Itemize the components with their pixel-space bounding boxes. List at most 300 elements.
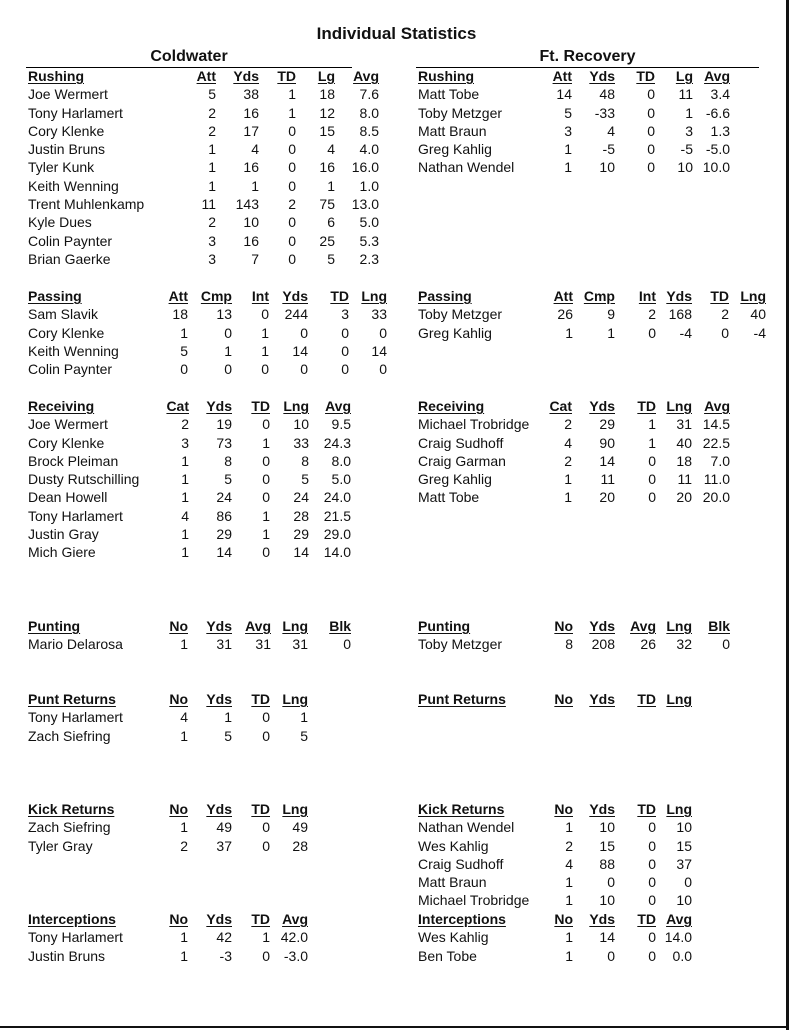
column-header-att: Att (553, 288, 573, 304)
player-name: Tyler Gray (28, 837, 93, 854)
stat-lng: 5 (301, 471, 309, 488)
stat-avg: 8.0 (359, 104, 379, 121)
stat-td: 0 (648, 929, 656, 946)
column-header-lg: Lg (317, 68, 335, 84)
section-title: Kick Returns (418, 801, 505, 817)
stat-avg: -5.0 (705, 141, 730, 158)
stat-lng: 14 (371, 342, 387, 359)
column-header-cat: Cat (166, 398, 189, 414)
player-name: Ben Tobe (418, 947, 477, 964)
stat-yds: 8 (224, 452, 232, 469)
stat-yds: 10 (243, 214, 259, 231)
stat-yds: 86 (216, 507, 232, 524)
stat-lng: 28 (293, 507, 309, 524)
stat-lng: 11 (677, 471, 692, 488)
stat-avg: 22.5 (702, 434, 730, 451)
stat-lng: 28 (292, 837, 308, 854)
stat-lg: 75 (319, 196, 335, 213)
stat-yds: 90 (599, 434, 615, 451)
column-header-yds: Yds (206, 911, 232, 927)
column-header-no: No (169, 691, 188, 707)
stat-no: 1 (180, 727, 188, 744)
stat-int: 1 (261, 324, 269, 341)
stat-no: 2 (565, 837, 573, 854)
stat-att: 1 (564, 141, 572, 158)
section-title: Interceptions (418, 911, 506, 927)
stat-cmp: 0 (224, 324, 232, 341)
stat-att: 1 (564, 159, 572, 176)
player-name: Tony Harlamert (28, 104, 123, 121)
stat-att: 1 (565, 324, 573, 341)
stat-att: 1 (208, 159, 216, 176)
stat-avg: 16.0 (351, 159, 379, 176)
column-header-no: No (169, 911, 188, 927)
stat-yds: 0 (300, 324, 308, 341)
column-header-avg: Avg (704, 68, 730, 84)
stat-td: 1 (262, 929, 270, 946)
stat-td: 0 (288, 177, 296, 194)
stat-td: 0 (262, 819, 270, 836)
column-header-yds: Yds (589, 691, 615, 707)
player-name: Keith Wenning (28, 342, 119, 359)
stat-avg: 5.3 (359, 232, 379, 249)
stat-avg: -3.0 (283, 947, 308, 964)
stat-lg: 10 (677, 159, 693, 176)
stat-avg: 1.0 (359, 177, 379, 194)
column-header-td: TD (710, 288, 729, 304)
column-header-td: TD (637, 691, 656, 707)
player-name: Colin Paynter (28, 232, 113, 249)
stat-td: 0 (262, 489, 270, 506)
stat-td: 1 (648, 434, 656, 451)
column-header-lng: Lng (666, 398, 692, 414)
column-header-lng: Lng (282, 801, 308, 817)
column-header-lng: Lng (666, 618, 692, 634)
stat-no: 1 (180, 819, 188, 836)
stat-yds: 16 (243, 232, 259, 249)
stat-td: 0 (288, 141, 296, 158)
stat-lng: 15 (676, 837, 692, 854)
player-name: Kyle Dues (28, 214, 92, 231)
stat-att: 5 (564, 104, 572, 121)
player-name: Greg Kahlig (418, 324, 492, 341)
stat-att: 1 (208, 141, 216, 158)
stat-cat: 4 (564, 434, 572, 451)
player-name: Cory Klenke (28, 434, 105, 451)
column-header-lng: Lng (282, 691, 308, 707)
stat-lng: 37 (676, 855, 692, 872)
stat-td: 0 (648, 892, 656, 909)
stat-lg: 5 (327, 250, 335, 267)
stat-lng: 10 (293, 416, 309, 433)
stat-td: 3 (341, 306, 349, 323)
column-header-td: TD (251, 691, 270, 707)
stat-att: 5 (208, 86, 216, 103)
stat-lg: 11 (678, 86, 693, 103)
stat-td: 0 (721, 324, 729, 341)
stat-int: 0 (261, 306, 269, 323)
stat-td: 1 (288, 104, 296, 121)
stat-avg: 24.3 (323, 434, 351, 451)
stat-td: 0 (288, 232, 296, 249)
stat-avg: -6.6 (705, 104, 730, 121)
player-name: Matt Braun (418, 874, 487, 891)
column-header-no: No (169, 801, 188, 817)
stat-cmp: 9 (607, 306, 615, 323)
stat-int: 2 (648, 306, 656, 323)
page-border-bottom (0, 1026, 789, 1028)
column-header-avg: Avg (245, 618, 271, 634)
stat-cat: 2 (564, 416, 572, 433)
stat-yds: 49 (216, 819, 232, 836)
stat-td: 0 (647, 159, 655, 176)
stat-td: 2 (721, 306, 729, 323)
player-name: Tony Harlamert (28, 507, 123, 524)
player-name: Tony Harlamert (28, 709, 123, 726)
stat-yds: -4 (679, 324, 692, 341)
stat-att: 2 (208, 104, 216, 121)
stat-att: 3 (208, 232, 216, 249)
stat-cmp: 1 (607, 324, 615, 341)
stat-avg: 13.0 (351, 196, 379, 213)
column-header-int: Int (251, 288, 269, 304)
player-name: Dusty Rutschilling (28, 471, 140, 488)
stat-lng: 10 (676, 892, 692, 909)
column-header-yds: Yds (233, 68, 259, 84)
column-header-yds: Yds (206, 801, 232, 817)
column-header-yds: Yds (589, 911, 615, 927)
stat-lng: 31 (676, 416, 692, 433)
stat-avg: 20.0 (702, 489, 730, 506)
stat-yds: 0 (300, 361, 308, 378)
stat-yds: 31 (216, 636, 232, 653)
column-header-yds: Yds (589, 801, 615, 817)
section-title: Punt Returns (28, 691, 116, 707)
player-name: Wes Kahlig (418, 929, 489, 946)
stat-yds: 16 (243, 104, 259, 121)
stat-yds: -33 (594, 104, 615, 121)
stat-lg: 25 (319, 232, 335, 249)
stat-avg: 42.0 (280, 929, 308, 946)
stat-yds: 10 (599, 159, 615, 176)
stat-int: 1 (261, 342, 269, 359)
stat-cat: 1 (181, 526, 189, 543)
player-name: Brock Pleiman (28, 452, 119, 469)
stat-yds: 42 (216, 929, 232, 946)
column-header-td: TD (330, 288, 349, 304)
column-header-lng: Lng (740, 288, 766, 304)
stat-yds: 1 (251, 177, 259, 194)
player-name: Michael Trobridge (418, 892, 530, 909)
stat-td: 0 (648, 452, 656, 469)
stat-yds: 168 (668, 306, 692, 323)
column-header-cmp: Cmp (583, 288, 615, 304)
stat-yds: 208 (591, 636, 615, 653)
player-name: Mich Giere (28, 544, 96, 561)
stat-avg: 3.4 (710, 86, 730, 103)
stat-cat: 1 (181, 544, 189, 561)
stat-lng: 40 (676, 434, 692, 451)
stat-lng: 0 (379, 324, 387, 341)
stat-avg: 4.0 (359, 141, 379, 158)
stat-lng: 0 (379, 361, 387, 378)
player-name: Keith Wenning (28, 177, 119, 194)
stat-td: 0 (288, 122, 296, 139)
column-header-int: Int (638, 288, 656, 304)
stat-yds: 17 (243, 122, 259, 139)
stat-cmp: 1 (224, 342, 232, 359)
stat-lng: 0 (684, 874, 692, 891)
stat-lg: 3 (685, 122, 693, 139)
stat-avg: 14.5 (702, 416, 730, 433)
player-name: Nathan Wendel (418, 159, 515, 176)
section-title: Receiving (28, 398, 95, 414)
section-title: Interceptions (28, 911, 116, 927)
player-name: Zach Siefring (28, 819, 111, 836)
stat-yds: 15 (599, 837, 615, 854)
stat-att: 3 (564, 122, 572, 139)
column-header-avg: Avg (704, 398, 730, 414)
player-name: Craig Sudhoff (418, 434, 504, 451)
column-header-td: TD (637, 398, 656, 414)
stat-avg: 14.0 (664, 929, 692, 946)
stat-lng: 49 (292, 819, 308, 836)
player-name: Dean Howell (28, 489, 108, 506)
player-name: Joe Wermert (28, 86, 108, 103)
stat-td: 0 (647, 86, 655, 103)
stat-td: 0 (647, 104, 655, 121)
section-title: Rushing (28, 68, 84, 84)
stat-att: 2 (208, 214, 216, 231)
stat-td: 0 (262, 416, 270, 433)
stat-td: 0 (648, 837, 656, 854)
stat-cat: 1 (181, 452, 189, 469)
player-name: Tyler Kunk (28, 159, 95, 176)
stat-td: 1 (262, 507, 270, 524)
stat-blk: 0 (343, 636, 351, 653)
stat-lg: 1 (327, 177, 335, 194)
column-header-yds: Yds (206, 691, 232, 707)
column-header-att: Att (196, 68, 216, 84)
player-name: Joe Wermert (28, 416, 108, 433)
stat-avg: 29.0 (323, 526, 351, 543)
stat-td: 0 (647, 122, 655, 139)
stat-yds: 1 (224, 709, 232, 726)
column-header-lg: Lg (675, 68, 693, 84)
stat-att: 3 (208, 250, 216, 267)
stat-yds: 4 (251, 141, 259, 158)
stat-avg: 7.6 (359, 86, 379, 103)
stat-lng: 8 (301, 452, 309, 469)
player-name: Colin Paynter (28, 361, 113, 378)
stat-yds: 244 (284, 306, 308, 323)
column-header-td: TD (277, 68, 296, 84)
stat-cat: 4 (181, 507, 189, 524)
stat-no: 1 (565, 929, 573, 946)
stat-lg: 1 (685, 104, 693, 121)
stat-lng: 32 (676, 636, 692, 653)
player-name: Nathan Wendel (418, 819, 515, 836)
column-header-lng: Lng (666, 801, 692, 817)
stat-yds: 4 (607, 122, 615, 139)
page-border-right (786, 0, 789, 1030)
player-name: Michael Trobridge (418, 416, 530, 433)
stat-td: 0 (341, 342, 349, 359)
stat-yds: 48 (599, 86, 615, 103)
stat-avg: 0.0 (672, 947, 692, 964)
player-name: Matt Tobe (418, 489, 480, 506)
stat-td: 1 (262, 434, 270, 451)
player-name: Matt Braun (418, 122, 487, 139)
stat-yds: -3 (219, 947, 232, 964)
column-header-lng: Lng (282, 618, 308, 634)
stat-yds: 5 (224, 471, 232, 488)
stat-yds: 5 (224, 727, 232, 744)
column-header-blk: Blk (329, 618, 351, 634)
stat-td: 0 (262, 727, 270, 744)
stat-td: 0 (648, 819, 656, 836)
stat-td: 0 (648, 471, 656, 488)
player-name: Craig Garman (418, 452, 506, 469)
section-title: Kick Returns (28, 801, 115, 817)
column-header-yds: Yds (589, 618, 615, 634)
stat-lg: 12 (319, 104, 335, 121)
column-header-no: No (554, 618, 573, 634)
stat-att: 26 (557, 306, 573, 323)
column-header-td: TD (251, 801, 270, 817)
stat-td: 0 (648, 947, 656, 964)
column-header-cmp: Cmp (200, 288, 232, 304)
player-name: Justin Bruns (28, 141, 106, 158)
stat-avg: 21.5 (323, 507, 351, 524)
player-name: Brian Gaerke (28, 250, 111, 267)
stat-yds: 14 (599, 929, 615, 946)
stat-cat: 3 (181, 434, 189, 451)
stat-td: 0 (262, 837, 270, 854)
player-name: Mario Delarosa (28, 636, 123, 653)
player-name: Cory Klenke (28, 122, 105, 139)
stat-avg: 11.0 (703, 471, 730, 488)
stat-lng: 40 (750, 306, 766, 323)
stat-yds: 19 (216, 416, 232, 433)
stat-lng: 14 (293, 544, 309, 561)
section-title: Rushing (418, 68, 474, 84)
stat-no: 4 (565, 855, 573, 872)
stat-avg: 1.3 (710, 122, 730, 139)
stat-td: 0 (648, 855, 656, 872)
stat-yds: 10 (599, 819, 615, 836)
stat-lng: 1 (300, 709, 308, 726)
column-header-avg: Avg (630, 618, 656, 634)
stat-no: 1 (565, 947, 573, 964)
stat-td: 0 (288, 250, 296, 267)
player-name: Zach Siefring (28, 727, 111, 744)
section-title: Punting (418, 618, 471, 634)
stat-no: 8 (565, 636, 573, 653)
stat-td: 0 (262, 471, 270, 488)
player-name: Craig Sudhoff (418, 855, 504, 872)
stat-lg: 4 (327, 141, 335, 158)
stat-lng: -4 (753, 324, 766, 341)
stat-avg: 2.3 (359, 250, 379, 267)
stat-cat: 1 (564, 489, 572, 506)
stat-no: 4 (180, 709, 188, 726)
stat-int: 0 (261, 361, 269, 378)
stat-no: 1 (565, 819, 573, 836)
player-name: Justin Bruns (28, 947, 106, 964)
column-header-lng: Lng (361, 288, 387, 304)
column-header-yds: Yds (206, 398, 232, 414)
player-name: Justin Gray (28, 526, 99, 543)
stat-att: 14 (556, 86, 572, 103)
column-header-avg: Avg (325, 398, 351, 414)
stat-yds: 38 (243, 86, 259, 103)
section-title: Punting (28, 618, 81, 634)
stat-lng: 18 (676, 452, 692, 469)
stat-att: 1 (180, 324, 188, 341)
stat-yds: 0 (607, 874, 615, 891)
stat-td: 1 (288, 86, 296, 103)
stat-avg: 10.0 (702, 159, 730, 176)
stat-yds: 11 (600, 471, 615, 488)
column-header-no: No (554, 911, 573, 927)
stat-lg: 16 (319, 159, 335, 176)
stat-lng: 5 (300, 727, 308, 744)
stat-td: 0 (262, 947, 270, 964)
stat-td: 2 (288, 196, 296, 213)
column-header-blk: Blk (708, 618, 730, 634)
player-name: Toby Metzger (418, 104, 503, 121)
column-header-yds: Yds (206, 618, 232, 634)
team-name-right: Ft. Recovery (539, 48, 636, 65)
stat-yds: 88 (599, 855, 615, 872)
section-title: Passing (28, 288, 82, 304)
player-name: Tony Harlamert (28, 929, 123, 946)
column-header-yds: Yds (589, 68, 615, 84)
player-name: Sam Slavik (28, 306, 99, 323)
column-header-no: No (554, 801, 573, 817)
stat-lg: 6 (327, 214, 335, 231)
stat-yds: 10 (599, 892, 615, 909)
stat-lng: 24 (293, 489, 309, 506)
stat-no: 1 (180, 636, 188, 653)
stat-yds: 37 (216, 837, 232, 854)
stat-lng: 29 (293, 526, 309, 543)
stat-td: 0 (648, 874, 656, 891)
stat-no: 1 (565, 892, 573, 909)
stat-int: 0 (648, 324, 656, 341)
stat-yds: 14 (216, 544, 232, 561)
stat-avg: 8.0 (331, 452, 351, 469)
stat-td: 1 (262, 526, 270, 543)
stat-att: 11 (201, 196, 216, 213)
column-header-avg: Avg (282, 911, 308, 927)
stat-no: 1 (180, 929, 188, 946)
player-name: Wes Kahlig (418, 837, 489, 854)
stat-lng: 33 (293, 434, 309, 451)
column-header-lng: Lng (666, 691, 692, 707)
stat-td: 0 (341, 361, 349, 378)
stat-att: 2 (208, 122, 216, 139)
stat-cmp: 13 (216, 306, 232, 323)
stat-avg: 5.0 (359, 214, 379, 231)
stat-td: 0 (262, 709, 270, 726)
stat-yds: 73 (216, 434, 232, 451)
column-header-avg: Avg (353, 68, 379, 84)
stat-avg: 26 (640, 636, 656, 653)
stat-avg: 14.0 (323, 544, 351, 561)
stat-yds: 7 (251, 250, 259, 267)
